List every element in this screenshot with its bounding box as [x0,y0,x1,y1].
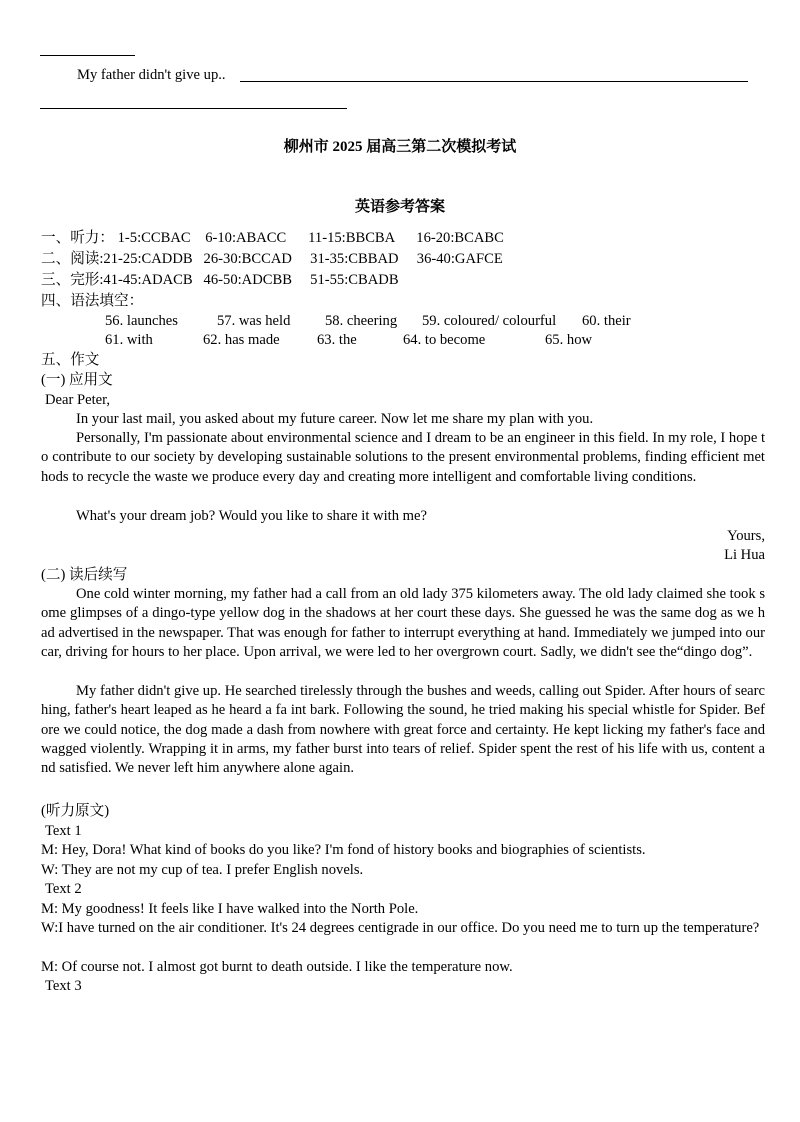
writing-heading: 五、作文 [41,352,100,368]
continuation-writing-heading: (二) 读后续写 [41,567,128,583]
continuation-prompt: My father didn't give up.. [77,67,226,83]
exam-subtitle: 英语参考答案 [354,199,445,215]
grammar-answer: 59. coloured/ colourful [422,313,557,329]
grammar-answer: 57. was held [217,313,291,329]
grammar-answer: 62. has made [203,332,280,348]
grammar-answer: 64. to become [403,332,486,348]
practical-writing-heading: (一) 应用文 [41,372,113,388]
grammar-heading: 四、语法填空： [41,293,144,309]
letter-signature: Li Hua [724,547,765,563]
grammar-answer: 56. launches [105,313,178,329]
dialogue-line: W:I have turned on the air conditioner. It's 24 degrees centigrade in our office. Do you need me to turn up the temperature? [41,920,760,936]
letter-paragraph: In your last mail, you asked about my future career. Now let me share my plan with you. [76,411,594,427]
grammar-answer: 63. the [317,332,357,348]
answer-cloze: 三、完形:41-45:ADACB 46-50:ADCBB 51-55:CBADB [41,272,399,288]
grammar-answer: 65. how [545,332,593,348]
grammar-answer: 61. with [105,332,153,348]
grammar-answer: 58. cheering [325,313,398,329]
listening-script-heading: (听力原文) [41,803,110,819]
answer-line-top-short [40,55,135,56]
text-label: Text 3 [45,978,82,994]
answer-reading: 二、阅读:21-25:CADDB 26-30:BCCAD 31-35:CBBAD 36-40:GAFCE [41,251,503,267]
story-paragraph: My father didn't give up. He searched tirelessly through the bushes and weeds, calling out Spider. After hours of searching, father's heart leaped as he heard a fa int bark. Following the sound, he tried making his special whistle for Spider. Before we could notice, the dog made a dash from nowhere with great force and certainty. He kept licking my father's face and wagged violently. Wrapping it in arms, my father burst into tears of relief. Spider spent the rest of his life with us, content and satisfied. We never left him anywhere alone again. [41,683,765,777]
dialogue-line: M: Hey, Dora! What kind of books do you like? I'm fond of history books and biographies of scientists. [41,842,646,858]
letter-paragraph: What's your dream job? Would you like to share it with me? [76,508,427,524]
letter-greeting: Dear Peter, [45,392,111,408]
dialogue-line: M: Of course not. I almost got burnt to death outside. I like the temperature now. [41,959,513,975]
story-paragraph: One cold winter morning, my father had a call from an old lady 375 kilometers away. The old lady claimed she took some glimpses of a dingo-type yellow dog in the shadows at her court these days. She guessed he was the same dog as we had advertised in the newspaper. That was enough for father to interrupt everything at hand. Immediately we jumped into our car, driving for hours to her place. Upon arrival, we were led to her overgrown court. Sadly, we didn't see the“dingo dog”. [41,586,765,660]
dialogue-line: W: They are not my cup of tea. I prefer English novels. [41,862,364,878]
answer-line-bottom [40,108,347,109]
grammar-answer: 60. their [582,313,631,329]
answer-listening: 一、听力： 1-5:CCBAC 6-10:ABACC 11-15:BBCBA 16-20:BCABC [41,230,504,246]
letter-closing: Yours, [727,528,765,544]
answer-line-prompt [240,81,748,82]
exam-title: 柳州市 2025 届高三第二次模拟考试 [283,139,517,155]
text-label: Text 2 [45,881,82,897]
letter-paragraph: Personally, I'm passionate about environmental science and I dream to be an engineer in this field. In my role, I hope to contribute to our society by developing sustainable solutions to the present environmental problems, finding efficient methods to recycle the waste we produce every day and creating more intelligent and comfortable living conditions. [41,430,765,485]
dialogue-line: M: My goodness! It feels like I have walked into the North Pole. [41,901,419,917]
text-label: Text 1 [45,823,82,839]
